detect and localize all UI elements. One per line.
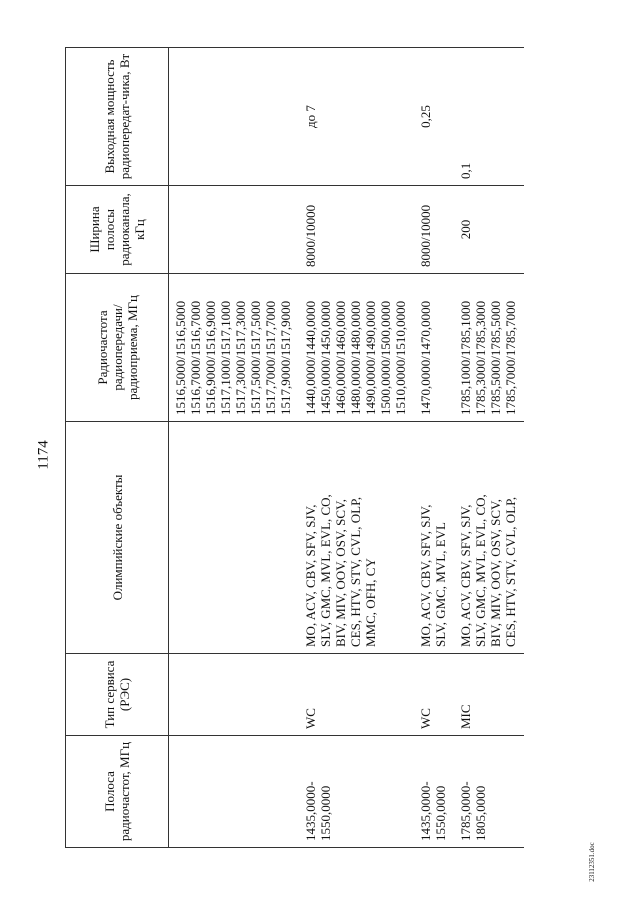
document-id: 23112351.doc xyxy=(588,842,596,882)
header-bandwidth: Ширина полосы радиоканала, кГц xyxy=(66,186,169,274)
cell-service xyxy=(169,654,300,736)
frequency-line: 1785,1000/1785,1000 xyxy=(458,300,473,415)
frequency-line: 1470,0000/1470,0000 xyxy=(418,300,433,415)
cell-frequency xyxy=(169,274,300,422)
cell-service: WC xyxy=(414,654,454,736)
frequency-line: 1516,9000/1516,9000 xyxy=(203,300,218,415)
frequency-line: 1517,3000/1517,3000 xyxy=(233,300,248,415)
objects-line: MO, ACV, CBV, SFV, SJV, xyxy=(418,504,433,647)
objects-line: MMC, OFH, CY xyxy=(363,558,378,647)
cell-bandwidth: 200 xyxy=(454,186,524,274)
band-line: 1435,0000- xyxy=(303,781,318,841)
frequency-line: 1480,0000/1480,0000 xyxy=(348,300,363,415)
cell-power: 0,1 xyxy=(454,48,524,186)
frequency-line: 1516,5000/1516,5000 xyxy=(173,300,188,415)
table-row xyxy=(299,48,414,848)
table-row xyxy=(454,48,524,848)
cell-band xyxy=(414,736,454,848)
objects-line: SLV, GMC, MVL, EVL, CO, xyxy=(473,494,488,647)
frequency-line: 1785,3000/1785,3000 xyxy=(473,300,488,415)
table-header-row xyxy=(66,48,169,848)
cell-frequency xyxy=(299,274,414,422)
table-row xyxy=(414,48,454,848)
table-row xyxy=(169,48,300,848)
header-power: Выходная мощность радиопередат-чика, Вт xyxy=(66,48,169,186)
band-line: 1550,0000 xyxy=(433,785,448,841)
cell-power: до 7 xyxy=(299,48,414,186)
frequency-table xyxy=(65,47,524,848)
frequency-line: 1517,5000/1517,5000 xyxy=(248,300,263,415)
frequency-line: 1510,0000/1510,0000 xyxy=(393,300,408,415)
frequency-line: 1500,0000/1500,0000 xyxy=(378,300,393,415)
frequency-line: 1517,9000/1517,9000 xyxy=(278,300,293,415)
header-frequency: Радиочастота радиопередачи/ радиоприема, МГц xyxy=(66,274,169,422)
cell-band xyxy=(299,736,414,848)
frequency-line: 1516,7000/1516,7000 xyxy=(188,300,203,415)
band-line: 1805,0000 xyxy=(473,785,488,841)
objects-line: SLV, GMC, MVL, EVL, CO, xyxy=(318,494,333,647)
frequency-line: 1785,7000/1785,7000 xyxy=(503,300,518,415)
objects-line: BIV, MIV, OOV, OSV, SCV, xyxy=(333,499,348,647)
objects-line: CES, HTV, STV, CVL, OLP, xyxy=(348,496,363,647)
frequency-line: 1517,7000/1517,7000 xyxy=(263,300,278,415)
frequency-line: 1785,5000/1785,5000 xyxy=(488,300,503,415)
page-number: 1174 xyxy=(35,440,52,470)
cell-bandwidth: 8000/10000 xyxy=(414,186,454,274)
band-line: 1435,0000- xyxy=(418,781,433,841)
cell-band xyxy=(169,736,300,848)
header-service: Тип сервиса (РЭС) xyxy=(66,654,169,736)
objects-line: MO, ACV, CBV, SFV, SJV, xyxy=(303,504,318,647)
frequency-line: 1450,0000/1450,0000 xyxy=(318,300,333,415)
band-line: 1785,0000- xyxy=(458,781,473,841)
header-band: Полоса радиочастот, МГц xyxy=(66,736,169,848)
header-objects: Олимпийские объекты xyxy=(66,422,169,654)
cell-objects xyxy=(169,422,300,654)
cell-power xyxy=(169,48,300,186)
frequency-line: 1490,0000/1490,0000 xyxy=(363,300,378,415)
objects-line: CES, HTV, STV, CVL, OLP, xyxy=(503,496,518,647)
cell-service: WC xyxy=(299,654,414,736)
rotated-table-container xyxy=(65,48,575,848)
cell-bandwidth xyxy=(169,186,300,274)
cell-frequency xyxy=(454,274,524,422)
cell-band xyxy=(454,736,524,848)
cell-service: MIC xyxy=(454,654,524,736)
band-line: 1550,0000 xyxy=(318,785,333,841)
cell-objects xyxy=(299,422,414,654)
cell-objects xyxy=(414,422,454,654)
objects-line: BIV, MIV, OOV, OSV, SCV, xyxy=(488,499,503,647)
objects-line: MO, ACV, CBV, SFV, SJV, xyxy=(458,504,473,647)
objects-line: SLV, GMC, MVL, EVL xyxy=(433,522,448,647)
cell-bandwidth: 8000/10000 xyxy=(299,186,414,274)
frequency-line: 1517,1000/1517,1000 xyxy=(218,300,233,415)
frequency-line: 1440,0000/1440,0000 xyxy=(303,300,318,415)
cell-frequency xyxy=(414,274,454,422)
frequency-line: 1460,0000/1460,0000 xyxy=(333,300,348,415)
cell-objects xyxy=(454,422,524,654)
cell-power: 0,25 xyxy=(414,48,454,186)
